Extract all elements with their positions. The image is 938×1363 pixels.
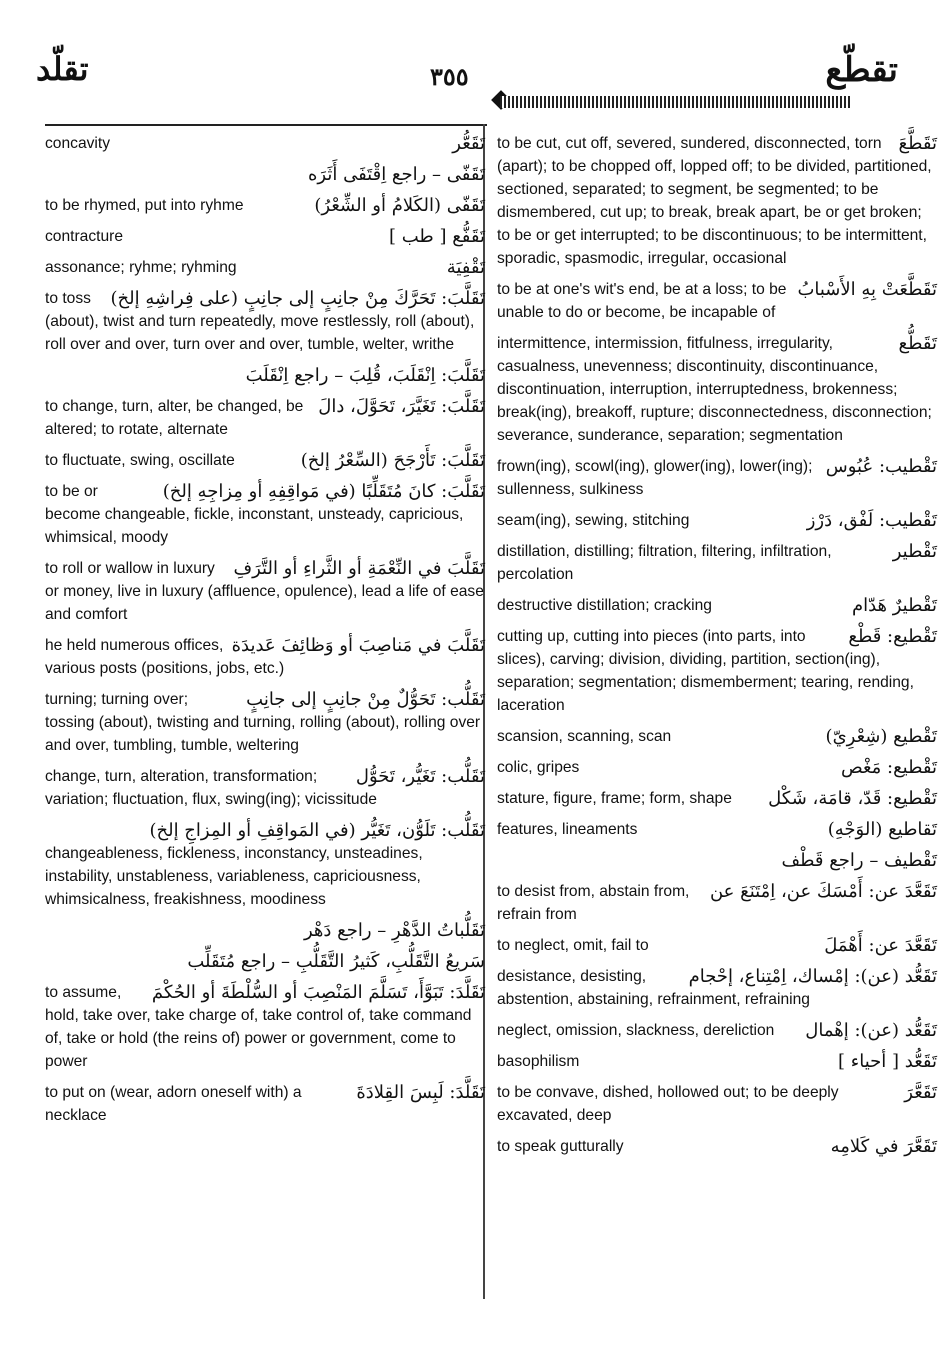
right-running-headword: تقطّع	[825, 50, 898, 90]
arabic-headword: تَقَلُّب: تَغَيُّر، تَحَوُّل	[355, 766, 485, 787]
dictionary-entry	[497, 787, 937, 810]
arabic-headword: تَقَلَّبَ: تَأَرْجَحَ (السِّعْرُ إلخ)	[300, 450, 485, 471]
english-definition: to be at one's wit's end, be at a loss; to be unable to do or become, be incapable of	[497, 281, 787, 321]
dictionary-entry	[45, 256, 485, 279]
arabic-headword: تَقَعُّد (عن): إمْساك، اِمْتِناع، إحْجام	[688, 966, 937, 987]
english-definition: to be convave, dished, hollowed out; to be deeply excavated, deep	[497, 1084, 839, 1124]
arabic-headword: تَقَفّى (الكَلامُ أو الشِّعْرُ)	[314, 195, 485, 216]
left-column	[45, 132, 485, 1135]
dictionary-entry	[497, 934, 937, 957]
arabic-headword: تَقَفّى – راجع اِقْتَفَى أَثَرَه	[307, 164, 485, 185]
english-definition: neglect, omission, slackness, dereliction	[497, 1022, 775, 1039]
dictionary-entry	[45, 981, 485, 1073]
dictionary-entry	[45, 287, 485, 356]
right-column	[497, 132, 937, 1166]
english-definition: assonance; ryhme; ryhming	[45, 259, 237, 276]
dictionary-entry	[497, 509, 937, 532]
dictionary-entry	[45, 819, 485, 911]
english-definition: stature, figure, frame; form, shape	[497, 790, 732, 807]
dictionary-entry	[497, 540, 937, 586]
dictionary-entry	[497, 332, 937, 447]
dictionary-entry	[497, 594, 937, 617]
dictionary-entry	[497, 756, 937, 779]
english-definition: seam(ing), sewing, stitching	[497, 512, 690, 529]
english-definition: turning; turning over; tossing (about), twisting and turning, rolling (about), rolling over and over, tumbling, tumble, weltering	[45, 691, 481, 754]
arabic-headword: تَقَلَّبَ: تَغَيَّرَ، تَحَوَّلَ، دالَ	[318, 396, 485, 417]
arabic-headword: تَقَلَّبَ: تَحَرَّكَ مِنْ جانِبٍ إلى جانِبٍ (على فِراشِهِ إلخ)	[110, 288, 485, 309]
english-definition: destructive distillation; cracking	[497, 597, 712, 614]
dictionary-entry	[45, 225, 485, 248]
english-definition: desistance, desisting, abstention, abstaining, refrainment, refraining	[497, 968, 810, 1008]
header-rule	[45, 124, 487, 126]
arabic-headword: تَقَلُّب: تَحَوُّلٌ مِنْ جانِبٍ إلى جانِبٍ	[246, 689, 485, 710]
dictionary-entry	[45, 449, 485, 472]
dictionary-entry	[497, 132, 937, 270]
english-definition: frown(ing), scowl(ing), glower(ing), lower(ing); sullenness, sulkiness	[497, 458, 813, 498]
ornament-band	[500, 96, 850, 108]
dictionary-entry	[45, 919, 485, 942]
dictionary-entry	[45, 194, 485, 217]
dictionary-entry	[497, 1135, 937, 1158]
english-definition: cutting up, cutting into pieces (into parts, into slices), carving; division, dividing, partition, section(ing), separation; segmentation; dismemberment; tearing, rending, laceration	[497, 628, 914, 714]
arabic-headword: تَقَعَّرَ في كَلامِه	[830, 1136, 937, 1157]
page-header	[0, 0, 938, 125]
english-definition: he held numerous offices, various posts (positions, jobs, etc.)	[45, 637, 285, 677]
dictionary-entry	[45, 364, 485, 387]
arabic-headword: تَقَلَّبَ: اِنْقَلَبَ، قُلِبَ – راجع اِنْقَلَبَ	[245, 365, 485, 386]
english-definition: to be or become changeable, fickle, inconstant, unsteady, capricious, whimsical, moody	[45, 483, 464, 546]
english-definition: to assume, hold, take over, take charge of, take control of, take command of, take or hold (the reins of) power or government, come to power	[45, 984, 472, 1070]
dictionary-entry	[45, 688, 485, 757]
english-definition: basophilism	[497, 1053, 580, 1070]
english-definition: colic, gripes	[497, 759, 580, 776]
arabic-headword: تَقْطيب: لَفْق، دَرْز	[806, 510, 937, 531]
arabic-headword: تَقْطيرٌ هَدّام	[851, 595, 937, 616]
dictionary-entry	[497, 455, 937, 501]
arabic-headword: تَقْطيع: قَدّ، قامَة، شَكْل	[768, 788, 937, 809]
left-running-headword: تقلّد	[36, 50, 89, 88]
arabic-headword: تَقَلَّدَ: تَبَوَّأَ، تَسَلَّمَ المَنْصِبَ أو السُّلْطَةَ أو الحُكْمَ	[151, 982, 485, 1003]
dictionary-entry	[45, 765, 485, 811]
arabic-headword: تَقْفِيَة	[446, 257, 485, 278]
arabic-headword: تَقْطيف – راجع قَطْف	[781, 850, 937, 871]
dictionary-entry	[497, 625, 937, 717]
arabic-headword: تَقَطُّع	[898, 333, 937, 354]
arabic-headword: تَقَلَّبَ في النِّعْمَةِ أو الثَّراءِ أو التَّرَفِ	[233, 558, 485, 579]
dictionary-entry	[45, 480, 485, 549]
dictionary-entry	[497, 1019, 937, 1042]
english-definition: changeableness, fickleness, inconstancy, unsteadines, instability, unstableness, variableness, capriciousness, whimsicalness, freakishness, moodiness	[45, 845, 423, 908]
english-definition: to desist from, abstain from, refrain from	[497, 883, 690, 923]
arabic-headword: تَقَعَّدَ عن: أَهْمَلَ	[824, 935, 937, 956]
english-definition: to change, turn, alter, be changed, be altered; to rotate, alternate	[45, 398, 304, 438]
arabic-headword: تَقْطيب: عُبُوس	[825, 456, 937, 477]
arabic-headword: تَقَطَّعَتْ بِهِ الأَسْبابُ	[797, 279, 937, 300]
arabic-headword: تَقَعُّر	[452, 133, 485, 154]
dictionary-entry	[497, 818, 937, 841]
arabic-headword: تَقْطيع: قَطْع	[848, 626, 937, 647]
dictionary-entry	[45, 950, 485, 973]
arabic-headword: تَقَطَّعَ	[898, 133, 937, 154]
dictionary-entry	[45, 634, 485, 680]
english-definition: to toss (about), twist and turn repeatedly, move restlessly, roll (about), roll over and over, turn over and over, tumble, welter, writhe	[45, 290, 475, 353]
dictionary-entry	[497, 278, 937, 324]
arabic-headword: تَقَلَّبَ في مَناصِبَ أو وَظائِفَ عَديدَة	[231, 635, 485, 656]
english-definition: contracture	[45, 228, 124, 245]
dictionary-entry	[45, 1081, 485, 1127]
dictionary-entry	[45, 163, 485, 186]
english-definition: to fluctuate, swing, oscillate	[45, 452, 235, 469]
arabic-headword: تَقَلُّب: تَلَوُّن، تَغَيُّر (في المَواقِفِ أو المِزاجِ إلخ)	[149, 820, 485, 841]
dictionary-entry	[497, 725, 937, 748]
dictionary-entry	[497, 1081, 937, 1127]
arabic-headword: تَقَعَّرَ	[904, 1082, 937, 1103]
dictionary-entry	[497, 1050, 937, 1073]
dictionary-entry	[497, 880, 937, 926]
arabic-headword: تَقَلَّدَ: لَبِسَ القِلادَةَ	[356, 1082, 485, 1103]
arabic-headword: تَقْطير	[892, 541, 937, 562]
arabic-headword: تَقاطيع (الوَجْهِ)	[827, 819, 937, 840]
english-definition: scansion, scanning, scan	[497, 728, 672, 745]
english-definition: to neglect, omit, fail to	[497, 937, 649, 954]
english-definition: to be rhymed, put into ryhme	[45, 197, 244, 214]
arabic-headword: سَريعُ التَّقَلُّبِ، كَثيرُ التَّقَلُّبِ – راجع مُتَقَلِّب	[187, 951, 485, 972]
english-definition: to speak gutturally	[497, 1138, 624, 1155]
dictionary-entry	[497, 965, 937, 1011]
arabic-headword: تَقْطيع: مَغْص	[840, 757, 937, 778]
dictionary-entry	[45, 395, 485, 441]
dictionary-entry	[45, 557, 485, 626]
arabic-headword: تَقَلَّبَ: كانَ مُتَقَلِّبًا (في مَواقِفِهِ أو مِزاجِهِ إلخ)	[162, 481, 485, 502]
arabic-headword: تَقْطيع (شِعْرِيّ)	[825, 726, 937, 747]
english-definition: to put on (wear, adorn oneself with) a necklace	[45, 1084, 302, 1124]
english-definition: intermittence, intermission, fitfulness, irregularity, casualness, unevenness; discontinuity, discontinuance, discontinuation, interruption, interruptedness, brokenness; break(ing), breakoff, rupture; disconnectedness, disconnection; severance, sunderance, separation; segmentation	[497, 335, 932, 444]
dictionary-entry	[497, 849, 937, 872]
arabic-headword: تَقَعُّد [ أحياء ]	[838, 1051, 937, 1072]
page-number: ٣٥٥	[430, 62, 469, 91]
dictionary-entry	[45, 132, 485, 155]
english-definition: to be cut, cut off, severed, sundered, disconnected, torn (apart); to be chopped off, lopped off; to be divided, partitioned, sectioned, separated; to segment, be segmented; to be dismembered, cut up; to break, break apart, be or get broken; to be or get interrupted; to be discontinuous; to be intermittent, sporadic, spasmodic, irregular, occasional	[497, 135, 932, 267]
english-definition: to roll or wallow in luxury or money, live in luxury (affluence, opulence), lead a life of ease and comfort	[45, 560, 484, 623]
arabic-headword: تَقَلُّباتُ الدَّهْرِ – راجع دَهْر	[303, 920, 485, 941]
english-definition: concavity	[45, 135, 111, 152]
english-definition: features, lineaments	[497, 821, 638, 838]
arabic-headword: تَقَفُّع [ طب ]	[388, 226, 485, 247]
english-definition: change, turn, alteration, transformation; variation; fluctuation, flux, swing(ing); vicissitude	[45, 768, 377, 808]
arabic-headword: تَقَعَّدَ عن: أَمْسَكَ عن، اِمْتَنَعَ عن	[709, 881, 937, 902]
english-definition: distillation, distilling; filtration, filtering, infiltration, percolation	[497, 543, 832, 583]
arabic-headword: تَقَعُّد (عن): إهْمال	[805, 1020, 937, 1041]
